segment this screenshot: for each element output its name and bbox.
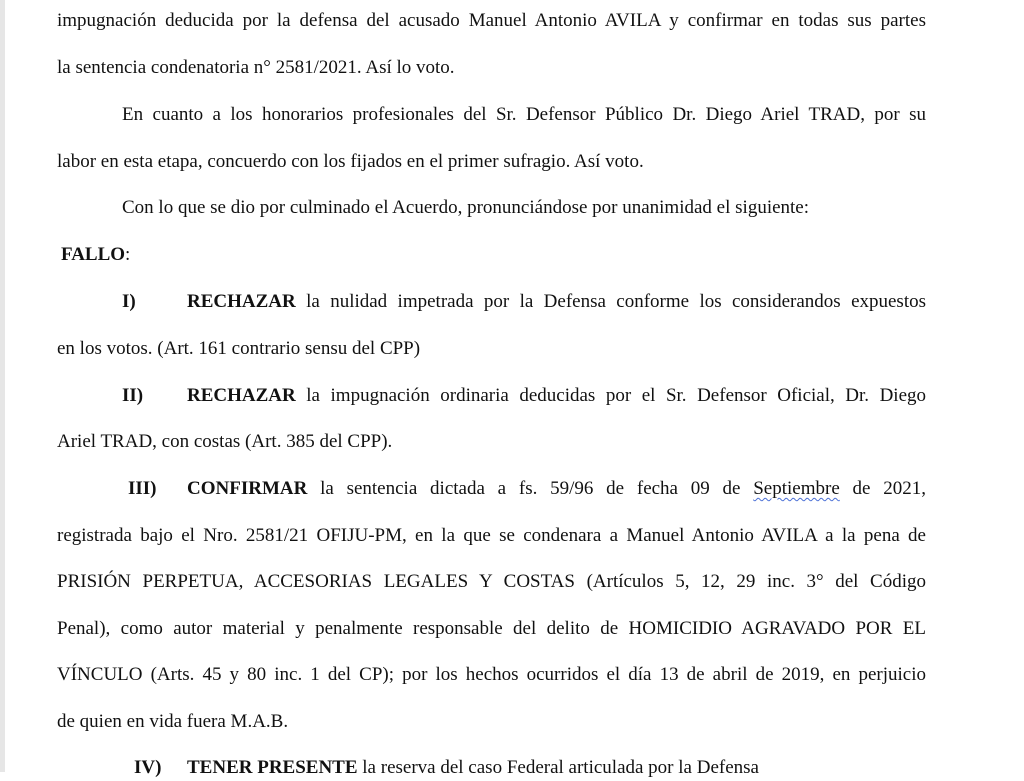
item-text	[187, 755, 926, 781]
list-item	[57, 383, 926, 409]
item-numeral: III)	[128, 478, 157, 499]
item-text	[187, 476, 926, 502]
page-edge	[0, 0, 5, 772]
item-numeral: I)	[122, 291, 136, 312]
fallo-label: FALLO	[61, 244, 126, 265]
item-verb: RECHAZAR	[187, 385, 296, 406]
paragraph-line: en los votos. (Art. 161 contrario sensu del CPP)	[57, 338, 421, 359]
item-numeral: IV)	[134, 757, 162, 778]
paragraph-line: registrada bajo el Nro. 2581/21 OFIJU-PM, en la que se condenara a Manuel Antonio AVILA a la pena de	[57, 525, 926, 546]
spellcheck-marked-word[interactable]: Septiembre	[753, 478, 840, 499]
item-rest: la sentencia dictada a fs. 59/96 de fecha 09 de	[307, 478, 754, 499]
list-item	[57, 755, 926, 781]
item-rest: la nulidad impetrada por la Defensa conforme los considerandos expuestos	[295, 291, 926, 312]
item-rest: de 2021,	[839, 478, 926, 499]
item-verb: CONFIRMAR	[187, 478, 308, 499]
paragraph-line: Con lo que se dio por culminado el Acuerdo, pronunciándose por unanimidad el siguiente:	[122, 197, 810, 218]
item-text	[187, 383, 926, 409]
paragraph-line: PRISIÓN PERPETUA, ACCESORIAS LEGALES Y COSTAS (Artículos 5, 12, 29 inc. 3° del Código	[57, 571, 926, 592]
paragraph-line: En cuanto a los honorarios profesionales del Sr. Defensor Público Dr. Diego Ariel TRAD, por su	[122, 104, 926, 125]
list-item	[57, 289, 926, 315]
document-page	[57, 0, 926, 778]
item-text	[187, 289, 926, 315]
paragraph-line: impugnación deducida por la defensa del acusado Manuel Antonio AVILA y confirmar en todas sus partes	[57, 10, 926, 31]
item-numeral: II)	[122, 385, 144, 406]
fallo-heading	[61, 242, 926, 268]
paragraph-line: Ariel TRAD, con costas (Art. 385 del CPP).	[57, 431, 393, 452]
item-verb: TENER PRESENTE	[187, 757, 358, 778]
paragraph-line: de quien en vida fuera M.A.B.	[57, 711, 289, 732]
item-verb: RECHAZAR	[187, 291, 296, 312]
paragraph-line: labor en esta etapa, concuerdo con los fijados en el primer sufragio. Así voto.	[57, 151, 644, 172]
paragraph-line: Penal), como autor material y penalmente responsable del delito de HOMICIDIO AGRAVADO POR EL	[57, 618, 926, 639]
item-rest: la reserva del caso Federal articulada por la Defensa	[357, 757, 759, 778]
paragraph-line: VÍNCULO (Arts. 45 y 80 inc. 1 del CP); por los hechos ocurridos el día 13 de abril de 2019, en perjuicio	[57, 664, 926, 685]
paragraph-line: la sentencia condenatoria n° 2581/2021. Así lo voto.	[57, 57, 455, 78]
item-rest: la impugnación ordinaria deducidas por el Sr. Defensor Oficial, Dr. Diego	[295, 385, 926, 406]
list-item	[57, 476, 926, 502]
fallo-colon: :	[125, 244, 131, 265]
